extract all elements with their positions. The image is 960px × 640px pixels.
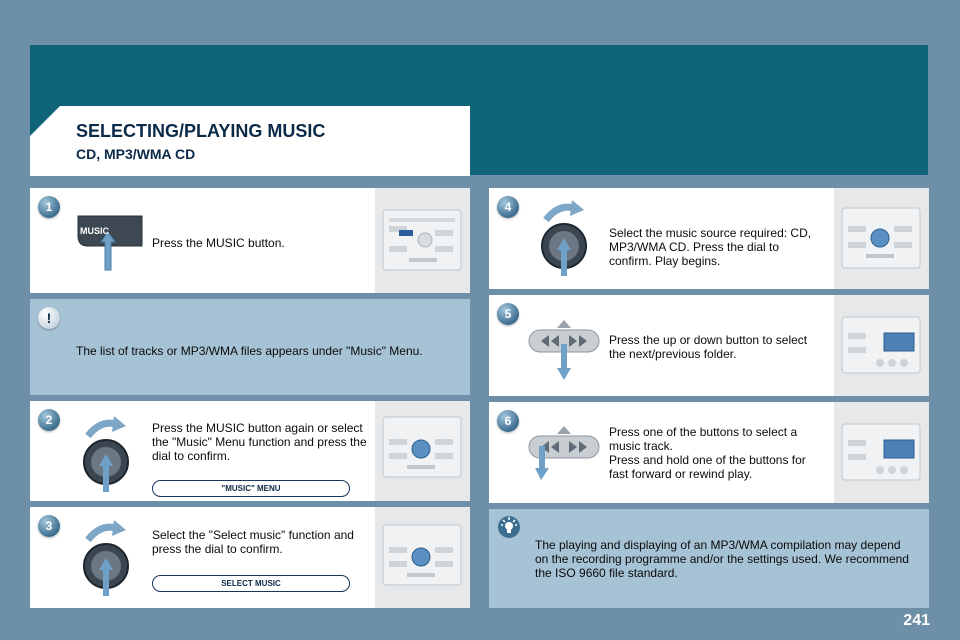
step-number-3: 3: [38, 515, 60, 537]
warning-text: The list of tracks or MP3/WMA files appears under "Music" Menu.: [76, 344, 423, 358]
navigation-pad-icon: [527, 318, 601, 385]
step-3-text: Select the "Select music" function and press the dial to confirm.: [152, 528, 354, 556]
step-3-radio-image: [375, 507, 470, 608]
radio-panel-icon: [375, 188, 470, 293]
step-4-radio-image: [834, 188, 929, 289]
step-6-radio-image: [834, 402, 929, 503]
radio-panel-icon: [834, 295, 929, 396]
music-button-label: MUSIC: [80, 226, 109, 236]
select-music-pill: SELECT MUSIC: [152, 575, 350, 592]
step-6-text-1: Press one of the buttons to select a music track.: [609, 425, 798, 453]
music-menu-pill: "MUSIC" MENU: [152, 480, 350, 497]
rotary-dial-icon: [78, 414, 138, 499]
radio-panel-icon: [375, 507, 470, 608]
step-6-text-2: Press and hold one of the buttons for fast forward or rewind play.: [609, 453, 806, 481]
step-5-text: Press the up or down button to select the next/previous folder.: [609, 333, 808, 361]
step-number-1: 1: [38, 196, 60, 218]
step-number-5: 5: [497, 303, 519, 325]
step-5-radio-image: [834, 295, 929, 396]
radio-panel-icon: [834, 188, 929, 289]
lightbulb-icon: [497, 515, 521, 544]
step-number-2: 2: [38, 409, 60, 431]
rotary-dial-icon: [78, 518, 138, 603]
tip-text: The playing and displaying of an MP3/WMA compilation may depend on the recording programme and/or the settings used. We recommend the ISO 9660 file standard.: [535, 538, 909, 580]
page-subtitle: CD, MP3/WMA CD: [76, 146, 196, 162]
step-number-6: 6: [497, 410, 519, 432]
radio-panel-icon: [375, 401, 470, 501]
step-2-radio-image: [375, 401, 470, 501]
rotary-dial-icon: [536, 198, 596, 283]
warning-icon: !: [38, 307, 60, 329]
step-number-4: 4: [497, 196, 519, 218]
step-1-radio-image: [375, 188, 470, 293]
radio-panel-icon: [834, 402, 929, 503]
step-2-text: Press the MUSIC button again or select the "Music" Menu function and press the dial to confirm.: [152, 421, 367, 463]
page-title: SELECTING/PLAYING MUSIC: [76, 121, 326, 141]
step-4-text: Select the music source required: CD, MP3/WMA CD. Press the dial to confirm. Play begins.: [609, 226, 812, 268]
navigation-pad-icon: [527, 424, 601, 491]
step-1-text: Press the MUSIC button.: [152, 236, 285, 250]
music-button-icon: [74, 212, 144, 279]
page-number: 241: [903, 612, 930, 629]
